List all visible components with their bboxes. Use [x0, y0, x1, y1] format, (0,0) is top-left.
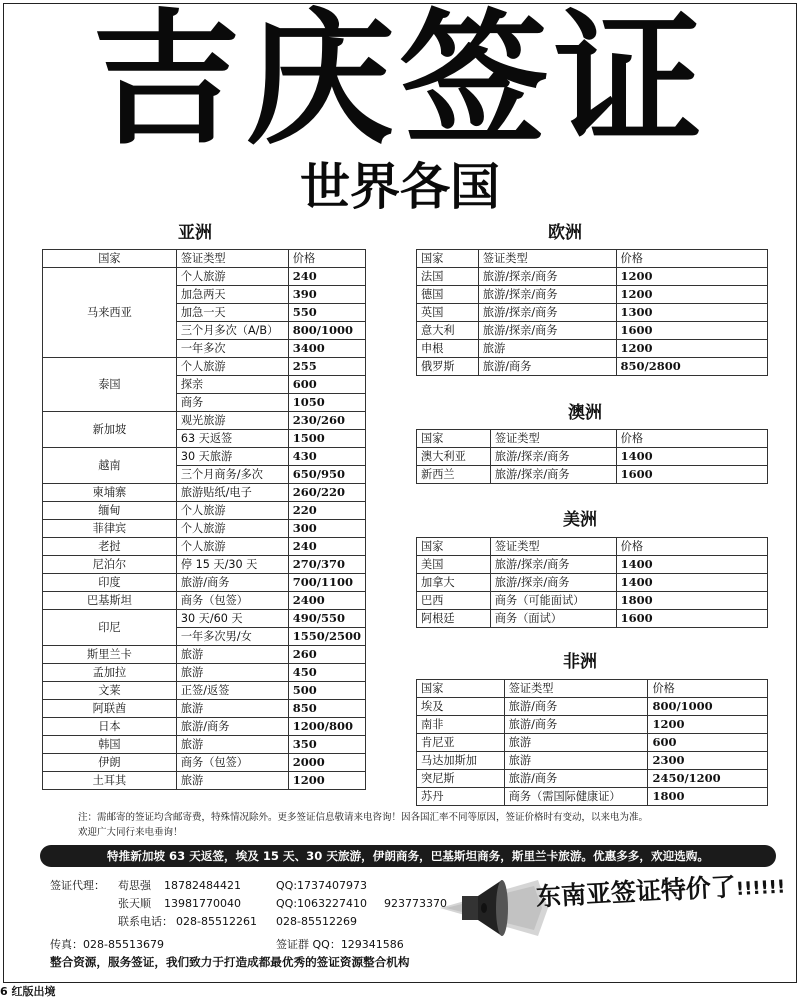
visa-type-cell: 个人旅游	[176, 358, 288, 376]
price-cell: 650/950	[288, 466, 365, 484]
visa-type-cell: 旅游	[176, 772, 288, 790]
price-cell: 260/220	[288, 484, 365, 502]
country-cell: 韩国	[43, 736, 177, 754]
africa-header-country: 国家	[417, 680, 505, 698]
asia-header-price: 价格	[288, 250, 365, 268]
country-cell: 肯尼亚	[417, 734, 505, 752]
table-row	[417, 304, 768, 322]
visa-type-cell: 旅游	[478, 340, 616, 358]
country-cell: 越南	[43, 448, 177, 484]
table-row	[417, 556, 768, 574]
table-row	[417, 788, 768, 806]
visa-type-cell: 旅游/探亲/商务	[478, 304, 616, 322]
price-cell: 1050	[288, 394, 365, 412]
price-cell: 850/2800	[616, 358, 767, 376]
country-cell: 印尼	[43, 610, 177, 646]
table-row	[43, 520, 366, 538]
price-cell: 1800	[616, 592, 767, 610]
table-row	[417, 466, 768, 484]
table-row	[43, 538, 366, 556]
price-cell: 490/550	[288, 610, 365, 628]
visa-type-cell: 商务（包签）	[176, 754, 288, 772]
country-cell: 意大利	[417, 322, 479, 340]
promo-banner: 特推新加坡 63 天返签，埃及 15 天、30 天旅游，伊朗商务，巴基斯坦商务，斯里兰卡旅游。优惠多多，欢迎选购。	[40, 845, 776, 867]
visa-type-cell: 旅游/探亲/商务	[478, 286, 616, 304]
price-cell: 2450/1200	[648, 770, 768, 788]
megaphone-icon	[440, 872, 550, 944]
table-row	[43, 664, 366, 682]
table-row	[43, 448, 366, 466]
country-cell: 加拿大	[417, 574, 491, 592]
table-row	[417, 770, 768, 788]
tel-label: 联系电话：	[118, 915, 173, 928]
price-cell: 550	[288, 304, 365, 322]
table-row	[417, 716, 768, 734]
country-cell: 澳大利亚	[417, 448, 491, 466]
country-cell: 阿联酋	[43, 700, 177, 718]
subtitle: 世界各国	[300, 158, 500, 216]
price-cell: 700/1100	[288, 574, 365, 592]
price-cell: 850	[288, 700, 365, 718]
visa-type-cell: 三个月多次（A/B）	[176, 322, 288, 340]
oceania-table	[416, 429, 768, 484]
country-cell: 巴西	[417, 592, 491, 610]
country-cell: 阿根廷	[417, 610, 491, 628]
visa-type-cell: 旅游	[176, 700, 288, 718]
visa-type-cell: 30 天旅游	[176, 448, 288, 466]
price-cell: 430	[288, 448, 365, 466]
price-cell: 1200/800	[288, 718, 365, 736]
table-row	[417, 448, 768, 466]
table-row	[43, 484, 366, 502]
price-cell: 240	[288, 268, 365, 286]
visa-type-cell: 个人旅游	[176, 520, 288, 538]
country-cell: 美国	[417, 556, 491, 574]
country-cell: 德国	[417, 286, 479, 304]
visa-type-cell: 一年多次男/女	[176, 628, 288, 646]
promo-main: 东南亚签证特价了	[535, 872, 737, 912]
table-row	[43, 556, 366, 574]
agent-label: 签证代理：	[50, 879, 105, 892]
tel-number-2: 028-85512269	[276, 915, 357, 928]
price-cell: 1400	[616, 574, 767, 592]
table-row	[417, 574, 768, 592]
notice-line-2: 欢迎广大同行来电垂询！	[78, 827, 183, 838]
visa-type-cell: 商务（包签）	[176, 592, 288, 610]
price-cell: 1600	[616, 466, 767, 484]
promo-marks: !!!!!!	[735, 876, 786, 901]
table-row	[417, 592, 768, 610]
visa-type-cell: 商务（可能面试）	[490, 592, 616, 610]
visa-type-cell: 旅游/探亲/商务	[490, 448, 616, 466]
country-cell: 马达加斯加	[417, 752, 505, 770]
visa-type-cell: 旅游/商务	[504, 716, 648, 734]
visa-type-cell: 30 天/60 天	[176, 610, 288, 628]
price-cell: 1400	[616, 448, 767, 466]
country-cell: 斯里兰卡	[43, 646, 177, 664]
visa-type-cell: 旅游	[176, 736, 288, 754]
fax-number: 传真：028-85513679	[50, 938, 164, 951]
table-row	[417, 358, 768, 376]
americas-header-price: 价格	[616, 538, 767, 556]
price-cell: 1600	[616, 610, 767, 628]
visa-type-cell: 旅游/商务	[504, 770, 648, 788]
europe-table	[416, 249, 768, 376]
country-cell: 尼泊尔	[43, 556, 177, 574]
price-cell: 1200	[616, 286, 767, 304]
visa-type-cell: 加急一天	[176, 304, 288, 322]
qq-group: 签证群 QQ：129341586	[276, 938, 404, 951]
slogan: 整合资源，服务签证，我们致力于打造成都最优秀的签证资源整合机构	[50, 955, 410, 969]
oceania-header-country: 国家	[417, 430, 491, 448]
table-row	[43, 268, 366, 286]
visa-type-cell: 正签/返签	[176, 682, 288, 700]
visa-type-cell: 旅游/探亲/商务	[490, 556, 616, 574]
country-cell: 泰国	[43, 358, 177, 412]
agent2-qq: QQ:1063227410	[276, 897, 368, 910]
price-cell: 1500	[288, 430, 365, 448]
table-row	[43, 736, 366, 754]
table-row	[43, 700, 366, 718]
agent1-name: 苟思强	[118, 879, 151, 892]
table-row	[417, 734, 768, 752]
table-row	[417, 698, 768, 716]
europe-title: 欧洲	[548, 223, 582, 243]
price-cell: 1400	[616, 556, 767, 574]
visa-type-cell: 个人旅游	[176, 502, 288, 520]
price-cell: 1200	[288, 772, 365, 790]
agent1-phone: 18782484421	[164, 879, 241, 892]
asia-header-country: 国家	[43, 250, 177, 268]
country-cell: 新加坡	[43, 412, 177, 448]
visa-type-cell: 商务	[176, 394, 288, 412]
country-cell: 巴基斯坦	[43, 592, 177, 610]
country-cell: 俄罗斯	[417, 358, 479, 376]
visa-type-cell: 停 15 天/30 天	[176, 556, 288, 574]
visa-type-cell: 63 天返签	[176, 430, 288, 448]
country-cell: 伊朗	[43, 754, 177, 772]
country-cell: 新西兰	[417, 466, 491, 484]
price-cell: 1800	[648, 788, 768, 806]
table-row	[43, 754, 366, 772]
americas-table-body	[417, 556, 768, 628]
price-cell: 230/260	[288, 412, 365, 430]
country-cell: 孟加拉	[43, 664, 177, 682]
country-cell: 柬埔寨	[43, 484, 177, 502]
visa-type-cell: 个人旅游	[176, 268, 288, 286]
price-cell: 500	[288, 682, 365, 700]
table-row	[417, 610, 768, 628]
visa-type-cell: 个人旅游	[176, 538, 288, 556]
europe-table-body	[417, 268, 768, 376]
country-cell: 文莱	[43, 682, 177, 700]
visa-type-cell: 旅游/探亲/商务	[490, 466, 616, 484]
table-row	[43, 574, 366, 592]
country-cell: 英国	[417, 304, 479, 322]
africa-header-type: 签证类型	[504, 680, 648, 698]
price-cell: 270/370	[288, 556, 365, 574]
country-cell: 日本	[43, 718, 177, 736]
europe-header-type: 签证类型	[478, 250, 616, 268]
table-row	[43, 592, 366, 610]
asia-title: 亚洲	[178, 223, 212, 243]
price-cell: 350	[288, 736, 365, 754]
country-cell: 苏丹	[417, 788, 505, 806]
main-title: 吉庆签证	[92, 0, 708, 165]
price-cell: 2300	[648, 752, 768, 770]
table-row	[43, 682, 366, 700]
country-cell: 南非	[417, 716, 505, 734]
table-row	[43, 718, 366, 736]
price-cell: 240	[288, 538, 365, 556]
table-row	[43, 646, 366, 664]
price-cell: 220	[288, 502, 365, 520]
price-cell: 2400	[288, 592, 365, 610]
oceania-title: 澳洲	[568, 403, 602, 423]
country-cell: 缅甸	[43, 502, 177, 520]
agent2-phone: 13981770040	[164, 897, 241, 910]
asia-table	[42, 249, 366, 790]
table-row	[43, 610, 366, 628]
price-cell: 1200	[616, 268, 767, 286]
country-cell: 埃及	[417, 698, 505, 716]
country-cell: 法国	[417, 268, 479, 286]
africa-title: 非洲	[563, 652, 597, 672]
price-cell: 800/1000	[288, 322, 365, 340]
visa-type-cell: 旅游/商务	[176, 574, 288, 592]
price-cell: 600	[288, 376, 365, 394]
price-cell: 300	[288, 520, 365, 538]
americas-table	[416, 537, 768, 628]
tel-number-1: 028-85512261	[176, 915, 257, 928]
africa-table	[416, 679, 768, 806]
table-row	[417, 322, 768, 340]
visa-type-cell: 商务（需国际健康证）	[504, 788, 648, 806]
europe-header-country: 国家	[417, 250, 479, 268]
visa-type-cell: 商务（面试）	[490, 610, 616, 628]
country-cell: 土耳其	[43, 772, 177, 790]
visa-type-cell: 旅游贴纸/电子	[176, 484, 288, 502]
page-footer: 6 红版出境	[0, 985, 56, 998]
visa-type-cell: 旅游/商务	[176, 718, 288, 736]
americas-header-type: 签证类型	[490, 538, 616, 556]
price-cell: 800/1000	[648, 698, 768, 716]
agent2-qq-second: 923773370	[384, 897, 447, 910]
africa-table-body	[417, 698, 768, 806]
visa-type-cell: 观光旅游	[176, 412, 288, 430]
price-cell: 1550/2500	[288, 628, 365, 646]
visa-type-cell: 旅游/商务	[504, 698, 648, 716]
price-cell: 1600	[616, 322, 767, 340]
visa-type-cell: 三个月商务/多次	[176, 466, 288, 484]
visa-type-cell: 旅游/探亲/商务	[490, 574, 616, 592]
visa-type-cell: 旅游	[504, 752, 648, 770]
price-cell: 255	[288, 358, 365, 376]
country-cell: 老挝	[43, 538, 177, 556]
table-row	[417, 752, 768, 770]
table-row	[417, 286, 768, 304]
visa-type-cell: 旅游	[504, 734, 648, 752]
visa-type-cell: 一年多次	[176, 340, 288, 358]
country-cell: 菲律宾	[43, 520, 177, 538]
table-row	[43, 772, 366, 790]
americas-header-country: 国家	[417, 538, 491, 556]
price-cell: 3400	[288, 340, 365, 358]
price-cell: 1200	[616, 340, 767, 358]
visa-type-cell: 旅游	[176, 646, 288, 664]
price-cell: 2000	[288, 754, 365, 772]
agent2-name: 张天顺	[118, 897, 151, 910]
country-cell: 突尼斯	[417, 770, 505, 788]
americas-title: 美洲	[563, 510, 597, 530]
oceania-header-price: 价格	[616, 430, 767, 448]
visa-type-cell: 旅游/探亲/商务	[478, 268, 616, 286]
price-cell: 600	[648, 734, 768, 752]
price-cell: 390	[288, 286, 365, 304]
table-row	[417, 340, 768, 358]
table-row	[43, 358, 366, 376]
country-cell: 印度	[43, 574, 177, 592]
table-row	[417, 268, 768, 286]
country-cell: 申根	[417, 340, 479, 358]
visa-type-cell: 探亲	[176, 376, 288, 394]
price-cell: 450	[288, 664, 365, 682]
africa-header-price: 价格	[648, 680, 768, 698]
visa-type-cell: 旅游/探亲/商务	[478, 322, 616, 340]
notice-line-1: 注：需邮寄的签证均含邮寄费，特殊情况除外。更多签证信息敬请来电咨询！因各国汇率不同等原因，签证价格时有变动，以来电为准。	[78, 812, 649, 823]
table-row	[43, 412, 366, 430]
price-cell: 1200	[648, 716, 768, 734]
visa-type-cell: 加急两天	[176, 286, 288, 304]
oceania-header-type: 签证类型	[490, 430, 616, 448]
asia-table-body	[43, 268, 366, 790]
europe-header-price: 价格	[616, 250, 767, 268]
price-cell: 1300	[616, 304, 767, 322]
agent1-qq: QQ:1737407973	[276, 879, 368, 892]
notice-text	[78, 810, 778, 840]
price-cell: 260	[288, 646, 365, 664]
asia-header-type: 签证类型	[176, 250, 288, 268]
visa-type-cell: 旅游/商务	[478, 358, 616, 376]
oceania-table-body	[417, 448, 768, 484]
country-cell: 马来西亚	[43, 268, 177, 358]
visa-type-cell: 旅游	[176, 664, 288, 682]
table-row	[43, 502, 366, 520]
